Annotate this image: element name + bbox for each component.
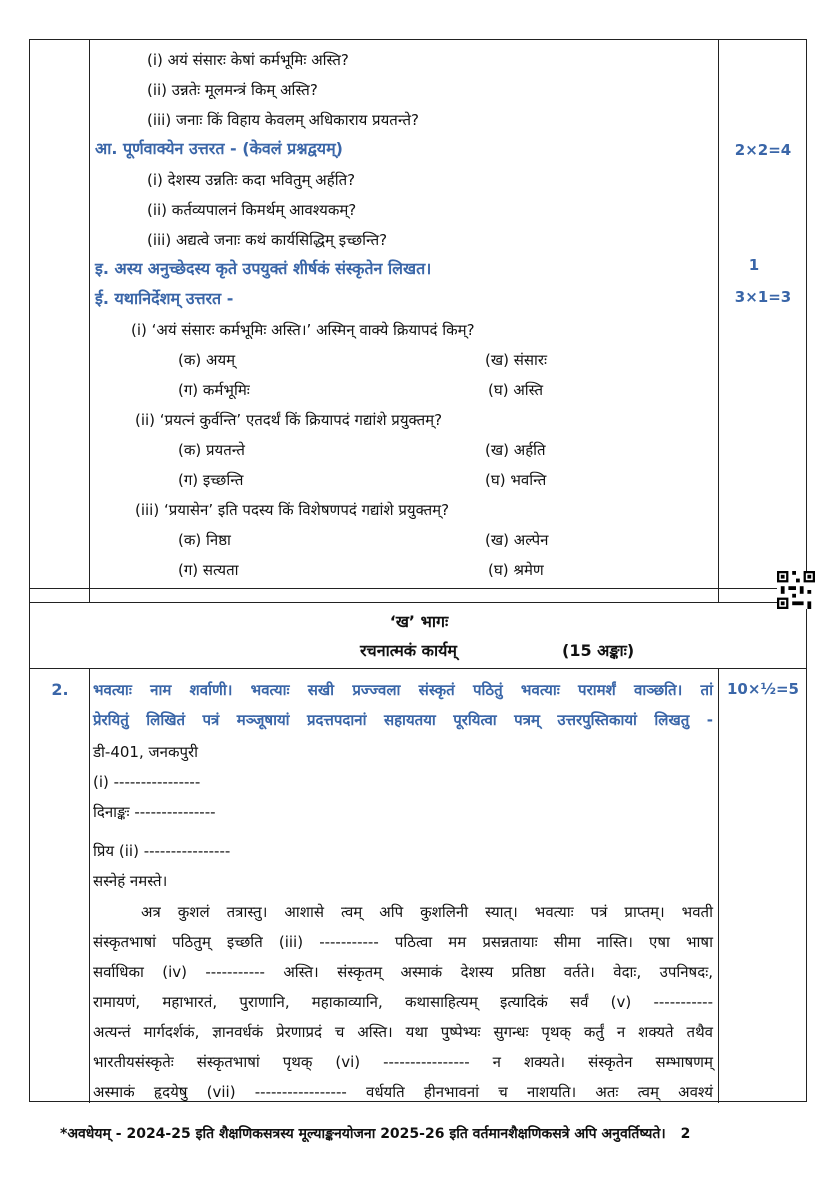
letter-salutation: प्रिय (ii) ---------------- <box>93 842 231 860</box>
letter-body-line: अत्र कुशलं तत्रास्तु। आशासे त्वम् अपि कुशलिनी स्यात्। भवत्याः पत्रं प्राप्तम्। भवती <box>141 903 713 921</box>
letter-greeting: सस्नेहं नमस्ते। <box>93 872 168 890</box>
letter-address: डी-401, जनकपुरी <box>93 743 199 761</box>
row-divider <box>30 668 806 669</box>
letter-body-line: संस्कृतभाषां पठितुम् इच्छति (iii) ----------- पठित्वा मम प्रसन्नतायाः सीमा नास्ति। एषा भाषा <box>93 933 713 951</box>
question-iii: (iii) जनाः किं विहाय केवलम् अधिकाराय प्रयतन्ते? <box>147 111 419 129</box>
prompt-line: प्रेरयितुं लिखितं पत्रं मञ्जूषायां प्रदत्तपदानां सहायतया पूरयित्वा पत्रम् उत्तरपुस्तिकायां लिखतु - <box>93 711 713 729</box>
letter-body-line: अत्यन्तं मार्गदर्शकं, ज्ञानवर्धकं प्रेरणाप्रदं च अस्ति। यथा पुष्पेभ्यः सुगन्धः पृथक् कर्तुं न शक्यते तथैव <box>93 1023 713 1041</box>
question-marks: 10×½=5 <box>727 680 799 698</box>
column-divider <box>718 40 719 602</box>
mcq-3-option: (घ) श्रमेण <box>488 561 544 579</box>
mcq-3-option: (ख) अल्पेन <box>485 531 549 549</box>
row-divider <box>30 588 806 589</box>
column-divider <box>89 40 90 602</box>
section-aa-marks: 2×2=4 <box>734 141 792 159</box>
qr-code-icon <box>777 571 815 609</box>
section-heading: ‘ख’ भागः <box>389 612 449 631</box>
letter-body-line: भारतीयसंस्कृतेः संस्कृतभाषां पृथक् (vi) ---------------- न शक्यते। संस्कृतेन सम्भाषणम् <box>93 1053 713 1071</box>
mcq-2-question: (ii) ‘प्रयत्नं कुर्वन्ति’ एतदर्थं किं क्रियापदं गद्यांशे प्रयुक्तम्? <box>135 411 443 429</box>
question-prompt <box>93 675 713 735</box>
footer-note-row <box>60 1124 690 1143</box>
answer-table <box>29 39 807 1102</box>
section-subheading: रचनात्मकं कार्यम् <box>360 641 457 660</box>
section-ii-marks: 3×1=3 <box>734 288 792 306</box>
page-number: 2 <box>680 1126 691 1142</box>
letter-body-line: रामायणं, महाभारतं, पुराणानि, महाकाव्यानि, कथासाहित्यम् इत्यादिकं सर्वं (v) ----------- <box>93 993 713 1011</box>
column-divider <box>89 668 90 1103</box>
mcq-1-option: (क) अयम् <box>178 351 236 369</box>
mcq-1-option: (ख) संसारः <box>485 351 548 369</box>
letter-body <box>93 897 713 1107</box>
mcq-3-option: (क) निष्ठा <box>178 531 231 549</box>
row-divider <box>30 602 806 603</box>
section-i-heading: इ. अस्य अनुच्छेदस्य कृते उपयुक्तं शीर्षकं संस्कृतेन लिखत। <box>95 259 432 278</box>
section-subheading-marks: (15 अङ्काः) <box>562 641 635 660</box>
column-divider <box>718 668 719 1103</box>
question-ii: (ii) उन्नतेः मूलमन्त्रं किम् अस्ति? <box>147 81 318 99</box>
mcq-1-option: (घ) अस्ति <box>488 381 544 399</box>
mcq-1-option: (ग) कर्मभूमिः <box>178 381 250 399</box>
mcq-3-option: (ग) सत्यता <box>178 561 239 579</box>
letter-date: दिनाङ्कः --------------- <box>93 803 216 821</box>
letter-body-line: अस्माकं हृदयेषु (vii) ----------------- वर्धयति हीनभावनां च नाशयति। अतः त्वम् अवश्यं <box>93 1083 713 1101</box>
mcq-2-option: (क) प्रयतन्ते <box>178 441 245 459</box>
letter-body-line: सर्वाधिका (iv) ----------- अस्ति। संस्कृतम् अस्माकं देशस्य प्रतिष्ठा वर्तते। वेदाः, उपनिषदः, <box>93 963 713 981</box>
aa-question-iii: (iii) अद्यत्वे जनाः कथं कार्यसिद्धिम् इच्छन्ति? <box>147 231 388 249</box>
question-number: 2. <box>51 680 69 699</box>
mcq-2-option: (ग) इच्छन्ति <box>178 471 244 489</box>
mcq-2-option: (घ) भवन्ति <box>485 471 547 489</box>
question-i: (i) अयं संसारः केषां कर्मभूमिः अस्ति? <box>147 51 349 69</box>
mcq-1-question: (i) ‘अयं संसारः कर्मभूमिः अस्ति।’ अस्मिन् वाक्ये क्रियापदं किम्? <box>131 321 475 339</box>
prompt-line: भवत्याः नाम शर्वाणी। भवत्याः सखी प्रज्ज्वला संस्कृतं पठितुं भवत्याः परामर्शं वाञ्छति। तां <box>93 681 713 699</box>
mcq-3-question: (iii) ‘प्रयासेन’ इति पदस्य किं विशेषणपदं गद्यांशे प्रयुक्तम्? <box>135 501 450 519</box>
mcq-2-option: (ख) अर्हति <box>485 441 546 459</box>
letter-blank-i: (i) ---------------- <box>93 773 201 791</box>
aa-question-i: (i) देशस्य उन्नतिः कदा भवितुम् अर्हति? <box>147 171 356 189</box>
aa-question-ii: (ii) कर्तव्यपालनं किमर्थम् आवश्यकम्? <box>147 201 357 219</box>
section-i-marks: 1 <box>748 256 760 274</box>
section-ii-heading: ई. यथानिर्देशम् उत्तरत - <box>95 289 234 308</box>
section-aa-heading: आ. पूर्णवाक्येन उत्तरत - (केवलं प्रश्नद्वयम्) <box>95 139 343 158</box>
footer-note: *अवधेयम् - 2024-25 इति शैक्षणिकसत्रस्य मूल्याङ्कनयोजना 2025-26 इति वर्तमानशैक्षणिकसत्रे अपि अनुवर्तिष्यते। <box>60 1126 666 1142</box>
